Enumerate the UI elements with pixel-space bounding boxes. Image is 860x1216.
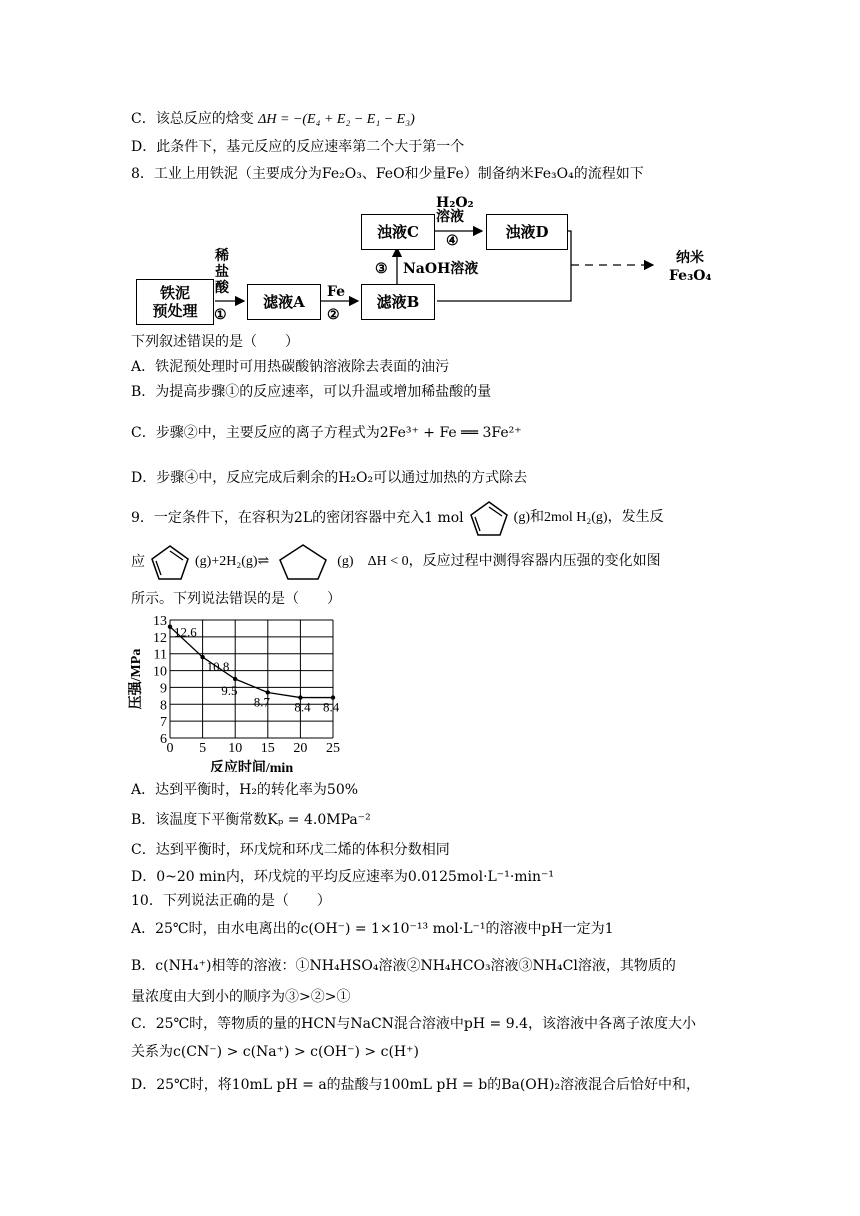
step2-reagent: Fe (327, 284, 346, 300)
option-9d: D．0~20 min内，环戊烷的平均反应速率为0.0125mol·L⁻¹·min⁻¹ (131, 869, 555, 885)
enthalpy-formula: ΔH = −(E₄ + E₂ − E₁ − E₃) (258, 112, 415, 127)
option-8d: D．步骤④中，反应完成后剩余的H₂O₂可以通过加热的方式除去 (131, 470, 528, 486)
option-9a: A．达到平衡时，H₂的转化率为50% (131, 782, 359, 798)
step4-reagent-2: 溶液 (436, 209, 464, 225)
y-tick-label: 7 (160, 715, 167, 731)
y-tick-label: 12 (153, 630, 167, 646)
data-label: 8.4 (323, 699, 340, 715)
box-suspension-d: 浊液D (486, 214, 568, 250)
data-label: 9.5 (221, 683, 238, 698)
data-label: 8.7 (253, 694, 271, 710)
step3-number: ③ (375, 261, 388, 277)
data-label: 8.4 (294, 699, 311, 715)
x-tick-label: 15 (260, 741, 275, 756)
question-8-ask: 下列叙述错误的是（ ） (131, 334, 299, 350)
x-axis-label: 反应时间/min (209, 761, 294, 772)
data-point (168, 625, 172, 629)
question-9-line-3: 所示。下列说法错误的是（ ） (131, 591, 341, 607)
option-8a: A．铁泥预处理时可用热碳酸钠溶液除去表面的油污 (131, 359, 450, 375)
y-tick-label: 9 (160, 681, 167, 697)
step4-reagent-1: H₂O₂ (436, 195, 474, 211)
data-point (200, 655, 204, 659)
flowchart (131, 195, 731, 330)
x-tick-label: 0 (166, 741, 174, 756)
option-7c: C．该总反应的焓变 ΔH = −(E₄ + E₂ − E₁ − E₃) (131, 111, 415, 127)
option-10b-line-2: 量浓度由大到小的顺序为③>②>① (131, 989, 351, 1005)
data-point (233, 677, 237, 681)
option-9c: C．达到平衡时，环戊烷和环戊二烯的体积分数相同 (131, 842, 450, 858)
option-10b-line-1: B．c(NH₄⁺)相等的溶液：①NH₄HSO₄溶液②NH₄HCO₃溶液③NH₄Cl溶液，其物质的 (131, 958, 676, 974)
question-9-line-1: 9．一定条件下，在容积为2L的密闭容器中充入1 mol (g)和2mol H₂(g)，发生反 (131, 508, 664, 528)
cyclopentane-structure (273, 542, 333, 582)
product-fe3o4: Fe₃O₄ (669, 268, 712, 284)
option-8b: B．为提高步骤①的反应速率，可以升温或增加稀盐酸的量 (131, 384, 492, 400)
product-nano: 纳米 (676, 250, 704, 266)
x-tick-label: 5 (199, 741, 207, 756)
cyclopentadiene-structure (466, 498, 512, 538)
cyclopentadiene-reactant-structure (147, 542, 193, 582)
question-9-line-2: 应 (g)+2H₂(g)⇌ (g) ΔH < 0，反应过程中测得容器内压强的变化如图 (131, 552, 661, 572)
step1-reagent: 稀 盐 酸 (215, 248, 229, 296)
option-10a: A．25℃时，由水电离出的c(OH⁻) = 1×10⁻¹³ mol·L⁻¹的溶液中pH一定为1 (131, 921, 614, 937)
x-tick-label: 25 (326, 741, 340, 756)
box-filtrate-a: 滤液A (247, 284, 321, 320)
pressure-chart (128, 612, 358, 772)
box-filtrate-b: 滤液B (361, 284, 435, 320)
option-10c-line-2: 关系为c(CN⁻) > c(Na⁺) > c(OH⁻) > c(H⁺) (131, 1044, 419, 1060)
data-label: 12.6 (174, 624, 197, 640)
question-8-stem: 8．工业上用铁泥（主要成分为Fe₂O₃、FeO和少量Fe）制备纳米Fe₃O₄的流程如下 (131, 166, 644, 182)
y-tick-label: 11 (153, 647, 167, 663)
pressure-chart-svg (128, 612, 358, 772)
x-tick-label: 10 (228, 741, 243, 756)
option-8c: C．步骤②中，主要反应的离子方程式为2Fe³⁺ + Fe ══ 3Fe²⁺ (131, 425, 522, 441)
step1-number: ① (214, 307, 227, 323)
option-9b: B．该温度下平衡常数Kₚ = 4.0MPa⁻² (131, 812, 371, 828)
y-tick-label: 6 (160, 732, 167, 747)
step4-number: ④ (446, 233, 459, 249)
y-tick-label: 8 (160, 698, 167, 714)
y-axis-label: 压强/MPa (129, 648, 144, 710)
y-tick-label: 10 (153, 664, 167, 680)
x-tick-label: 20 (293, 741, 308, 756)
box-suspension-c: 浊液C (361, 214, 435, 250)
data-label: 10.8 (206, 659, 230, 675)
step2-number: ② (327, 307, 340, 323)
option-10c-line-1: C．25℃时，等物质的量的HCN与NaCN混合溶液中pH = 9.4，该溶液中各离子浓度大小 (131, 1016, 696, 1032)
option-10d: D．25℃时，将10mL pH = a的盐酸与100mL pH = b的Ba(OH)₂溶液混合后恰好中和， (131, 1077, 701, 1093)
box-iron-pretreatment: 铁泥 预处理 (136, 279, 214, 325)
question-10-stem: 10．下列说法正确的是（ ） (131, 893, 331, 909)
option-7d: D．此条件下，基元反应的反应速率第二个大于第一个 (131, 139, 465, 155)
y-tick-label: 13 (153, 614, 167, 629)
step3-reagent: NaOH溶液 (403, 261, 479, 277)
